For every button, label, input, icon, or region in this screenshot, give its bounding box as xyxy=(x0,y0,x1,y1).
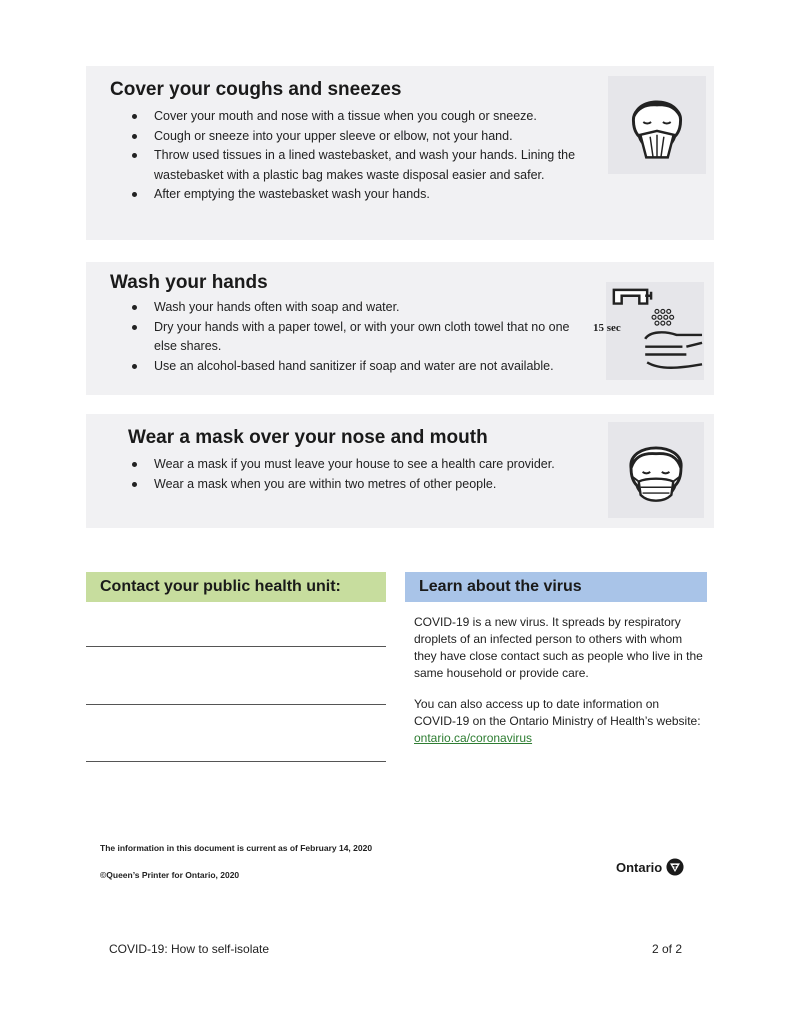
current-as-of-notice: The information in this document is current as of February 14, 2020 xyxy=(100,843,373,853)
mask-section xyxy=(86,414,714,528)
mask-section-title: Wear a mask over your nose and mouth xyxy=(128,427,488,448)
list-item: Cover your mouth and nose with a tissue when you cough or sneeze. xyxy=(129,107,579,127)
timer-label: 15 sec xyxy=(593,322,621,334)
handwash-section xyxy=(86,262,714,395)
list-item: Wear a mask if you must leave your house to see a health care provider. xyxy=(129,455,609,475)
mask-face-icon xyxy=(608,422,704,518)
trillium-logo-icon xyxy=(666,858,684,876)
cough-section xyxy=(86,66,714,240)
contact-line-1 xyxy=(86,646,386,647)
cough-list xyxy=(129,107,579,205)
handwash-section-title: Wash your hands xyxy=(110,272,268,293)
virus-paragraph-2 xyxy=(414,696,704,747)
virus-info xyxy=(414,614,704,761)
contact-line-3 xyxy=(86,761,386,762)
virus-header xyxy=(405,572,707,602)
mask-list xyxy=(129,455,609,494)
handwash-list xyxy=(129,298,589,376)
list-item: Cough or sneeze into your upper sleeve or elbow, not your hand. xyxy=(129,127,579,147)
list-item: Wash your hands often with soap and water. xyxy=(129,298,589,318)
cough-section-title: Cover your coughs and sneezes xyxy=(110,79,402,100)
document-title: COVID-19: How to self-isolate xyxy=(109,942,270,956)
list-item: Use an alcohol-based hand sanitizer if soap and water are not available. xyxy=(129,357,589,377)
page-number: 2 of 2 xyxy=(652,942,683,956)
handwashing-icon xyxy=(593,282,704,380)
ontario-wordmark: Ontario xyxy=(616,859,663,875)
copyright-notice: ©Queen’s Printer for Ontario, 2020 xyxy=(100,870,240,880)
virus-paragraph-2-text: You can also access up to date information on COVID-19 on the Ontario Ministry of Health’s website: xyxy=(414,697,701,728)
list-item: Wear a mask when you are within two metres of other people. xyxy=(129,475,609,495)
tissue-face-icon xyxy=(608,76,706,174)
contact-line-2 xyxy=(86,704,386,705)
list-item: After emptying the wastebasket wash your hands. xyxy=(129,185,579,205)
contact-title: Contact your public health unit: xyxy=(100,578,341,595)
virus-paragraph-1: COVID-19 is a new virus. It spreads by respiratory droplets of an infected person to others with whom they have close contact such as people who live in the same household or provide care. xyxy=(414,615,703,680)
virus-title: Learn about the virus xyxy=(419,578,582,595)
list-item: Dry your hands with a paper towel, or with your own cloth towel that no one else shares. xyxy=(129,318,589,357)
contact-header xyxy=(86,572,386,602)
ontario-logo xyxy=(616,857,684,877)
list-item: Throw used tissues in a lined wastebasket, and wash your hands. Lining the wastebasket with a plastic bag makes waste disposal easier and safer. xyxy=(129,146,579,185)
ontario-coronavirus-link[interactable]: ontario.ca/coronavirus xyxy=(414,731,533,745)
